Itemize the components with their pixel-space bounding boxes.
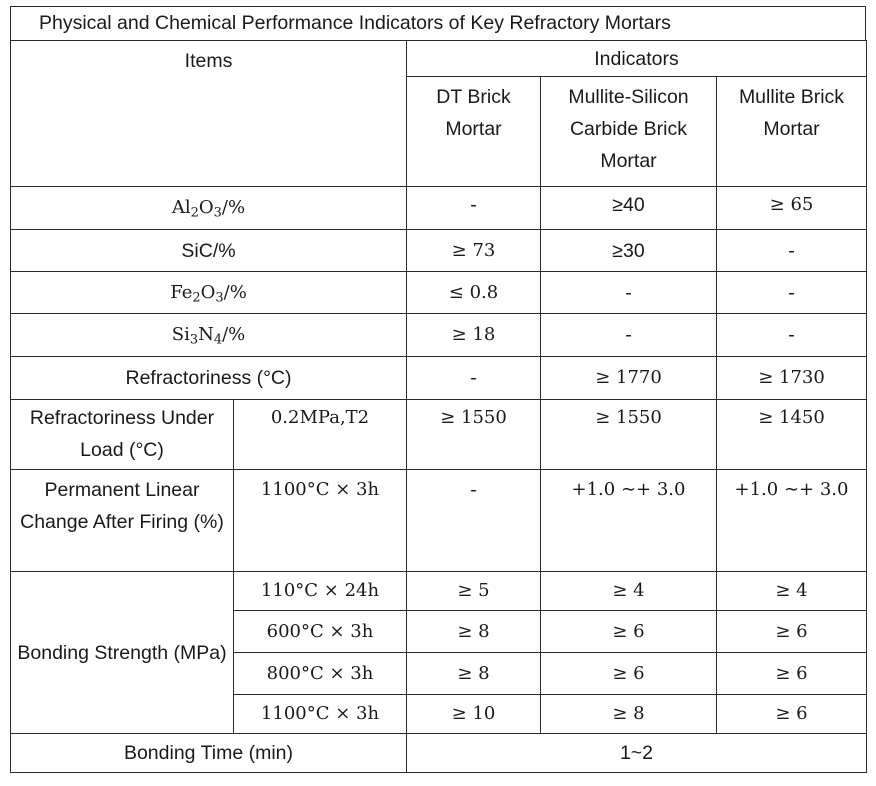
- table-row: [11, 734, 867, 773]
- table-row: [11, 314, 867, 357]
- performance-table: [10, 40, 867, 773]
- cell-value: ≥40: [541, 187, 717, 230]
- cell-value: ≥ 4: [717, 572, 867, 611]
- condition-cell: 1100°C × 3h: [234, 470, 407, 572]
- page: [10, 6, 866, 773]
- column-header-mullite-brick: Mullite Brick Mortar: [717, 77, 867, 187]
- table-row: [11, 272, 867, 314]
- indicators-header: Indicators: [407, 41, 867, 77]
- table-row: [11, 470, 867, 572]
- row-label-bonding-time: Bonding Time (min): [11, 734, 407, 773]
- cell-value: ≥ 65: [717, 187, 867, 230]
- column-header-mullite-sic: Mullite-Silicon Carbide Brick Mortar: [541, 77, 717, 187]
- cell-value: ≥ 18: [407, 314, 541, 357]
- header-row: [11, 41, 867, 77]
- table-title: Physical and Chemical Performance Indicators of Key Refractory Mortars: [10, 6, 866, 40]
- cell-value: ≥ 5: [407, 572, 541, 611]
- table-row: [11, 357, 867, 400]
- row-label-si3n4: $Si_3N_4/\%$: [11, 314, 407, 357]
- cell-value: ≥ 4: [541, 572, 717, 611]
- items-header: Items: [11, 41, 407, 187]
- cell-value: ≥ 8: [541, 695, 717, 734]
- cell-value: ≥ 1730: [717, 357, 867, 400]
- condition-cell: 800°C × 3h: [234, 653, 407, 695]
- row-label-plc: Permanent Linear Change After Firing (%): [11, 470, 234, 572]
- cell-value: ≥ 1450: [717, 400, 867, 470]
- cell-value: ≥30: [541, 230, 717, 272]
- row-label-rul: Refractoriness Under Load (°C): [11, 400, 234, 470]
- row-label-sic: SiC/%: [11, 230, 407, 272]
- cell-value: +1.0 ∼+ 3.0: [541, 470, 717, 572]
- cell-value: -: [407, 187, 541, 230]
- condition-cell: 1100°C × 3h: [234, 695, 407, 734]
- cell-value: ≥ 8: [407, 653, 541, 695]
- bonding-time-value: 1~2: [407, 734, 867, 773]
- table-row: [11, 400, 867, 470]
- table-row: [11, 230, 867, 272]
- row-label-bonding-strength: Bonding Strength (MPa): [11, 572, 234, 734]
- table-row: [11, 572, 867, 611]
- cell-value: ≥ 6: [717, 611, 867, 653]
- cell-value: -: [541, 272, 717, 314]
- cell-value: -: [717, 272, 867, 314]
- cell-value: -: [717, 314, 867, 357]
- condition-cell: 0.2MPa,T2: [234, 400, 407, 470]
- cell-value: ≥ 6: [541, 611, 717, 653]
- table-row: [11, 187, 867, 230]
- cell-value: ≥ 1770: [541, 357, 717, 400]
- row-label-al2o3: $Al_2O_3/\%$: [11, 187, 407, 230]
- cell-value: ≥ 10: [407, 695, 541, 734]
- cell-value: -: [541, 314, 717, 357]
- column-header-dt-brick: DT Brick Mortar: [407, 77, 541, 187]
- cell-value: ≥ 6: [717, 695, 867, 734]
- cell-value: -: [407, 357, 541, 400]
- row-label-refractoriness: Refractoriness (°C): [11, 357, 407, 400]
- cell-value: ≥ 8: [407, 611, 541, 653]
- cell-value: ≥ 73: [407, 230, 541, 272]
- cell-value: ≥ 6: [541, 653, 717, 695]
- cell-value: -: [717, 230, 867, 272]
- cell-value: ≤ 0.8: [407, 272, 541, 314]
- row-label-fe2o3: $Fe_2O_3/\%$: [11, 272, 407, 314]
- condition-cell: 600°C × 3h: [234, 611, 407, 653]
- cell-value: +1.0 ∼+ 3.0: [717, 470, 867, 572]
- cell-value: -: [407, 470, 541, 572]
- cell-value: ≥ 6: [717, 653, 867, 695]
- cell-value: ≥ 1550: [541, 400, 717, 470]
- cell-value: ≥ 1550: [407, 400, 541, 470]
- condition-cell: 110°C × 24h: [234, 572, 407, 611]
